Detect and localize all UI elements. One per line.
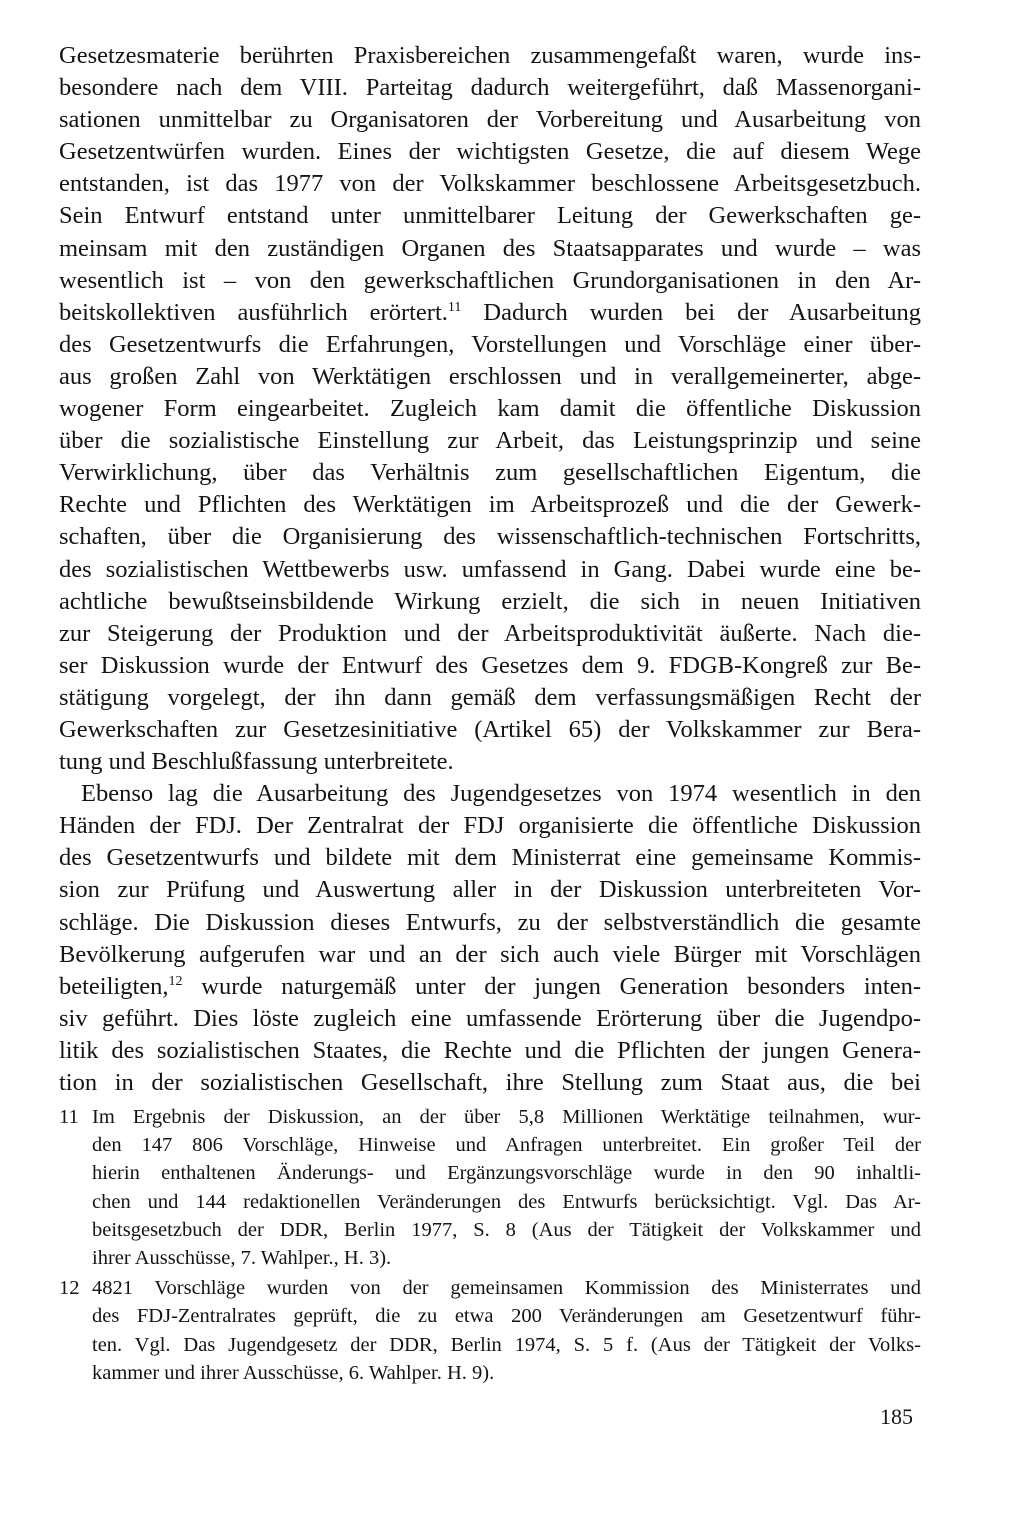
text-line: sationen unmittelbar zu Organisatoren der Vorbereitung und Ausarbeitung von	[59, 106, 921, 134]
footnote-12	[59, 1274, 921, 1387]
footnote-number: 12	[59, 1277, 80, 1300]
text-line: litik des sozialistischen Staates, die Rechte und die Pflichten der jungen Genera-	[59, 1036, 921, 1064]
footnote-11	[59, 1103, 921, 1272]
text-line: tung und Beschlußfassung unterbreitete.	[59, 748, 454, 776]
text-line: wogener Form eingearbeitet. Zugleich kam damit die öffentliche Diskussion	[59, 395, 921, 423]
text-line: Gewerkschaften zur Gesetzesinitiative (Artikel 65) der Volkskammer zur Bera-	[59, 715, 921, 743]
text-line: Gesetzesmaterie berührten Praxisbereichen zusammengefaßt waren, wurde ins-	[59, 42, 921, 69]
text-line: siv geführt. Dies löste zugleich eine umfassende Erörterung über die Jugendpo-	[59, 1004, 921, 1032]
page-number: 185	[880, 1404, 913, 1429]
text-line: besondere nach dem VIII. Parteitag dadurch weitergeführt, daß Massenorgani-	[59, 74, 921, 102]
text-line: tion in der sozialistischen Gesellschaft, ihre Stellung zum Staat aus, die bei	[59, 1069, 921, 1096]
text-line: achtliche bewußtseinsbildende Wirkung erzielt, die sich in neuen Initiativen	[59, 587, 921, 615]
footnote-line: 4821 Vorschläge wurden von der gemeinsamen Kommission des Ministerrates und	[92, 1277, 921, 1300]
text-line: des Gesetzentwurfs und bildete mit dem Ministerrat eine gemeinsame Kommis-	[59, 844, 921, 872]
text-line: über die sozialistische Einstellung zur Arbeit, das Leistungsprinzip und seine	[59, 427, 921, 455]
text-line: Rechte und Pflichten des Werktätigen im Arbeitsprozeß und die der Gewerk-	[59, 491, 921, 519]
text-line: meinsam mit den zuständigen Organen des Staatsapparates und wurde – was	[59, 234, 921, 262]
text-line: Verwirklichung, über das Verhältnis zum gesellschaftlichen Eigentum, die	[59, 459, 921, 487]
text-segment: wurde naturgemäß unter der jungen Generation besonders inten-	[182, 972, 921, 1000]
paragraph-2	[59, 778, 921, 1099]
footnote-number: 11	[59, 1106, 79, 1128]
text-line: wesentlich ist – von den gewerkschaftlichen Grundorganisationen in den Ar-	[59, 266, 921, 294]
text-line: Gesetzentwürfen wurden. Eines der wichtigsten Gesetze, die auf diesem Wege	[59, 138, 921, 166]
text-segment: Dadurch wurden bei der Ausarbeitung	[461, 298, 921, 326]
text-line: des sozialistischen Wettbewerbs usw. umfassend in Gang. Dabei wurde eine be-	[59, 555, 921, 583]
footnotes	[59, 1103, 921, 1389]
text-line: schläge. Die Diskussion dieses Entwurfs, zu der selbstverständlich die gesamte	[59, 908, 921, 936]
footnote-reference-12[interactable]: 12	[168, 973, 183, 989]
text-line	[59, 971, 921, 1003]
text-line: Sein Entwurf entstand unter unmittelbarer Leitung der Gewerkschaften ge-	[59, 202, 921, 230]
footnote-line: den 147 806 Vorschläge, Hinweise und Anfragen unterbreitet. Ein großer Teil der	[92, 1134, 921, 1157]
text-line: stätigung vorgelegt, der ihn dann gemäß dem verfassungsmäßigen Recht der	[59, 683, 921, 711]
main-text	[59, 40, 921, 1099]
text-line: sion zur Prüfung und Auswertung aller in der Diskussion unterbreiteten Vor-	[59, 876, 921, 904]
footnote-line: des FDJ-Zentralrates geprüft, die zu etwa 200 Veränderungen am Gesetzentwurf führ-	[92, 1305, 921, 1328]
text-line: Ebenso lag die Ausarbeitung des Jugendgesetzes von 1974 wesentlich in den	[81, 780, 921, 808]
footnote-line: Im Ergebnis der Diskussion, an der über 5,8 Millionen Werktätige teilnahmen, wur-	[92, 1106, 921, 1128]
text-line: entstanden, ist das 1977 von der Volkskammer beschlossene Arbeitsgesetzbuch.	[59, 170, 921, 198]
text-segment: beteiligten,	[59, 972, 169, 1000]
text-line	[59, 297, 921, 329]
footnote-reference-11[interactable]: 11	[447, 299, 462, 315]
text-line: Bevölkerung aufgerufen war und an der sich auch viele Bürger mit Vorschlägen	[59, 940, 921, 968]
text-line: ser Diskussion wurde der Entwurf des Gesetzes dem 9. FDGB-Kongreß zur Be-	[59, 651, 921, 679]
text-line: aus großen Zahl von Werktätigen erschlossen und in verallgemeinerter, abge-	[59, 362, 921, 390]
text-line: des Gesetzentwurfs die Erfahrungen, Vorstellungen und Vorschläge einer über-	[59, 330, 921, 358]
footnote-line: beitsgesetzbuch der DDR, Berlin 1977, S. 8 (Aus der Tätigkeit der Volkskammer und	[92, 1218, 921, 1241]
footnote-line: ihrer Ausschüsse, 7. Wahlper., H. 3).	[92, 1247, 392, 1270]
text-line: schaften, über die Organisierung des wissenschaftlich-technischen Fortschritts,	[59, 523, 921, 551]
text-segment: beitskollektiven ausführlich erörtert.	[59, 298, 448, 326]
text-line: zur Steigerung der Produktion und der Arbeitsproduktivität äußerte. Nach die-	[59, 619, 921, 647]
text-line: Händen der FDJ. Der Zentralrat der FDJ organisierte die öffentliche Diskussion	[59, 812, 921, 840]
footnote-line: kammer und ihrer Ausschüsse, 6. Wahlper. H. 9).	[92, 1361, 495, 1384]
footnote-line: ten. Vgl. Das Jugendgesetz der DDR, Berlin 1974, S. 5 f. (Aus der Tätigkeit der Volks-	[92, 1333, 921, 1356]
paragraph-1	[59, 40, 921, 778]
footnote-line: hierin enthaltenen Änderungs- und Ergänzungsvorschläge wurde in den 90 inhaltli-	[92, 1162, 921, 1185]
footnote-line: chen und 144 redaktionellen Veränderungen des Entwurfs berücksichtigt. Vgl. Das Ar-	[92, 1190, 921, 1213]
